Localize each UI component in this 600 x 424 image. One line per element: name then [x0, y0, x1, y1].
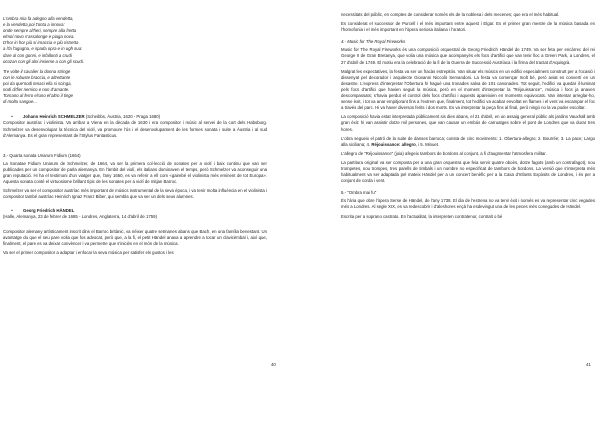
verse-line: ocozan con gli alni insieme a con gli scudi. [3, 58, 84, 64]
paragraph: Es considerat el successor de Purcell i el més important entre aquest i Elgar. Es el primer gran mestre de la música basada en l'homofonia i el més important en l'òpera seriosa italiana i l'oratori. [341, 21, 595, 33]
bio-text-handel: Compositor alemany artísticament inscrit dins el Barroc britànic, va néixer quatre setmanes abans que Bach, en una família benestant. Un avantatge du que el seu pare volia que fos advocat, però que, a la fi, el petit Händel anava a aprendre a tocar un clavicèmbal i, així que, finalment, el pare es va deixar convèncer i va permetre que s'iniciés en el món de la música. [3, 228, 267, 246]
verse-line: Tornano al ferro el'uno el'altro il tinge [3, 93, 74, 99]
paragraph: necessitats del públic, en comptes de considerar només els de la noblesa i dels mecenes; que era el més habitual. [341, 12, 560, 17]
verse-line: onde sempre al'heri, sempre alla fretta [3, 28, 77, 34]
section-heading-4: 4.- Music for The Royal Fireworks [341, 39, 406, 45]
paragraph: La partitura original va ser composta per a una gran orquestra que feia servir quatre oboès, dotze fagots (amb un contrafagot), nou trompetes, nou trompes, tres parells de timbals i un nombre no especificat de tambors de bordons. La versió que s'interpreta més habitualment va ser adaptada pel mateix Händel per a un concert benèfic per a la Casa d'Infants Expòsits de Londres, i és per a conjunt de corda i vent. [341, 159, 595, 184]
verse-line: dare al con gonni, e infallonti a crudi [3, 52, 72, 58]
section-heading-3: 3.- Quarta sonata Unarum Fidium (1664) [3, 152, 81, 158]
paragraph: Schmelzer va ser el compositor austríac més important de músics instrumental de la seva època, i va tenir molta influència en el violinista i compositor també austríac Heinrich Ignaz Franz Biber, qui sembla que va ser un dels seus alumnes. [3, 188, 267, 200]
paragraph: Va ser el primer compositor a adaptar i enfocar la seva música per satisfer els gustos i les [3, 249, 174, 255]
paragraph: Malgrat les expectatives, la festa va ser un fracàs estrepitós. Van situar els músics en un edifici especialment construït per a l'ocasió i dissenyat pel decorador i arquitecte Giovanni Niccolò Servandoni. La festa va començar molt bé, però aviat es convertí en un desastre. L'express d'interpretar l'Obertura hi hagué una tronades salva de 101 canonades. Tot seguit, l'edifici va quedar il·luminat pels focs d'artifici que havien seguit la música, però en el moment d'interpretar la "Réjouissance", música i focs ja anaven descompassats; s'havia perdut el control dels focs d'artifici i aquests apareixien en moments equivocats. Van intentar arreglar-ho, sense èxit, i tot va anar empitjorant fins a l'extrem que, finalment, tot l'edifici va acabar envoltat en flames i el vent va escampar el foc a través del parc. Hi va haver diversos ferits i dos morts. Es va interpretar la peça fins al final, però ningú no la va poder escoltar. [341, 68, 595, 111]
composer-name: Johann Heinrich SCHMELZER [23, 114, 85, 120]
paragraph: La composició havia estat interpretada públicament sis dies abans, el 21 d'abril, en un assaig general públic als jardins Vauxhall amb gran èxit: hi van assistir dotze mil persones, que van causar un embús de carruatges sobre el pont de Londres que va durar tres hores. [341, 114, 595, 132]
paragraph: Music for The Royal Fireworks és una composició orquestral de Georg Friedrich Händel de 1749. Va ser feta per encàrrec del rei George II de Gran Bretanya, que volia una música que acompanyés els focs d'artifici que van tenir lloc a Green Park, a Londres, el 27 d'abril de 1749. El motiu era la celebració de la fi de la Guerra de Successió Austríaca i la firma del tractat d'Aquisgrà. [341, 47, 595, 65]
bio-text-schmelzer: Compositor austríac i violinista. Va arribar a Viena en la dècada de 1630 i era compositor i músic al servei de la cort dels Habsburg. Schmelzer va desenvolupar la tècnica del violí, va promoure l'ús i el desenvolupament de les formes sonata i suite a Àustria i al sud d'Alemanya. Es el gran representant de l'Stylus Fantasticus. [3, 120, 267, 138]
bullet-icon: • [11, 114, 13, 120]
verse-line: a l'la l'agugna, e spada opra e in ugh sua: [3, 46, 83, 52]
verse-line: Tre volte il cavalier la donna stringe [3, 68, 71, 74]
paragraph: Escrita per a soprano castrato. En l'actualitat, la interpreten contratenor, contralt o bé [341, 213, 503, 219]
highlighted-movement: Réjouissance: allegro [371, 141, 416, 147]
verse-line: L'ombra mia fa adegno alla vendetta, [3, 16, 74, 21]
verse-line: con le robuste braccia, e altrettante [3, 74, 71, 80]
bullet-icon: • [11, 208, 13, 214]
composer-dates: (Scheibbs, Àustria, 1620 - Praga 1680) [85, 114, 161, 120]
right-page [300, 0, 600, 424]
page-number: 40 [271, 362, 276, 367]
verse-line: poi da que'nodi tenaci ella si scinga, [3, 80, 72, 86]
paragraph: La Sonatae Fidium Unarum de Schmelzer, de 1664, va ser la primera col·lecció de sonates per a violí i baix continu que van ser publicades per un compositor de parla alemanya. En l'àmbit del violí, els italians dominaven el temps, però Schmelzer va aconseguir una gran reputació. Hi ha el testimoni d'un viatger que, l'any 1660, es va referir a ell com «gairebé el violinista més eminent de tot Europa». Aquesta sonata conté el virtuosisme brillant típic de les sonates per a violí de mitjan Barroc. [3, 160, 267, 185]
verse-stanza-1 [3, 16, 267, 65]
composer-dates: (Halle, Alemanya, 23 de febrer de 1685 - Londres, Anglaterra, 14 d'abril de 1759) [3, 214, 157, 220]
verse-line: e la vendetta poi t'onta a innova: [3, 22, 65, 28]
right-column [341, 12, 595, 223]
verse-line: elmol novo s'assalonge e piaga nova. [3, 34, 75, 40]
verse-line: di molto sangue... [3, 99, 37, 105]
section-heading-5: 5.- "Ombra mai fu" [341, 190, 377, 196]
left-column [3, 16, 267, 259]
verse-stanza-2 [3, 69, 267, 106]
composer-name: Georg Friedrich HÄNDEL [23, 208, 75, 214]
paragraph: És l'ària que obre l'òpera Serse de Händel, de l'any 1738. El dia de l'estrena no va tenir èxit i només es va representar cinc vegades més a Londres. Al segle XIX, es va redescobrir i d'aleshores ençà ha esdevingut una de les peces més conegudes de Händel. [341, 198, 595, 210]
verse-line: nodi di'fier nemico e non d'amante. [3, 87, 70, 93]
paragraph: L'allegro de "Réjouissance" (joia) afegeix tambors de bordons al conjunt, a fi d'augmentar l'atmosfera militar. [341, 150, 547, 156]
page-number: 41 [586, 362, 591, 367]
movements-paragraph: L'obra segueix el patró de la suite de danses barroca; consta de cinc moviments: 1. Obertura-allegro; 2. Bourrée; 3. La pace; Largo alla siciliana; 4. Réjouissance: allegro, i 5. Minuet. [341, 135, 595, 147]
verse-line: D'hor in hor più si irnaccia e più ristretta [3, 40, 79, 46]
